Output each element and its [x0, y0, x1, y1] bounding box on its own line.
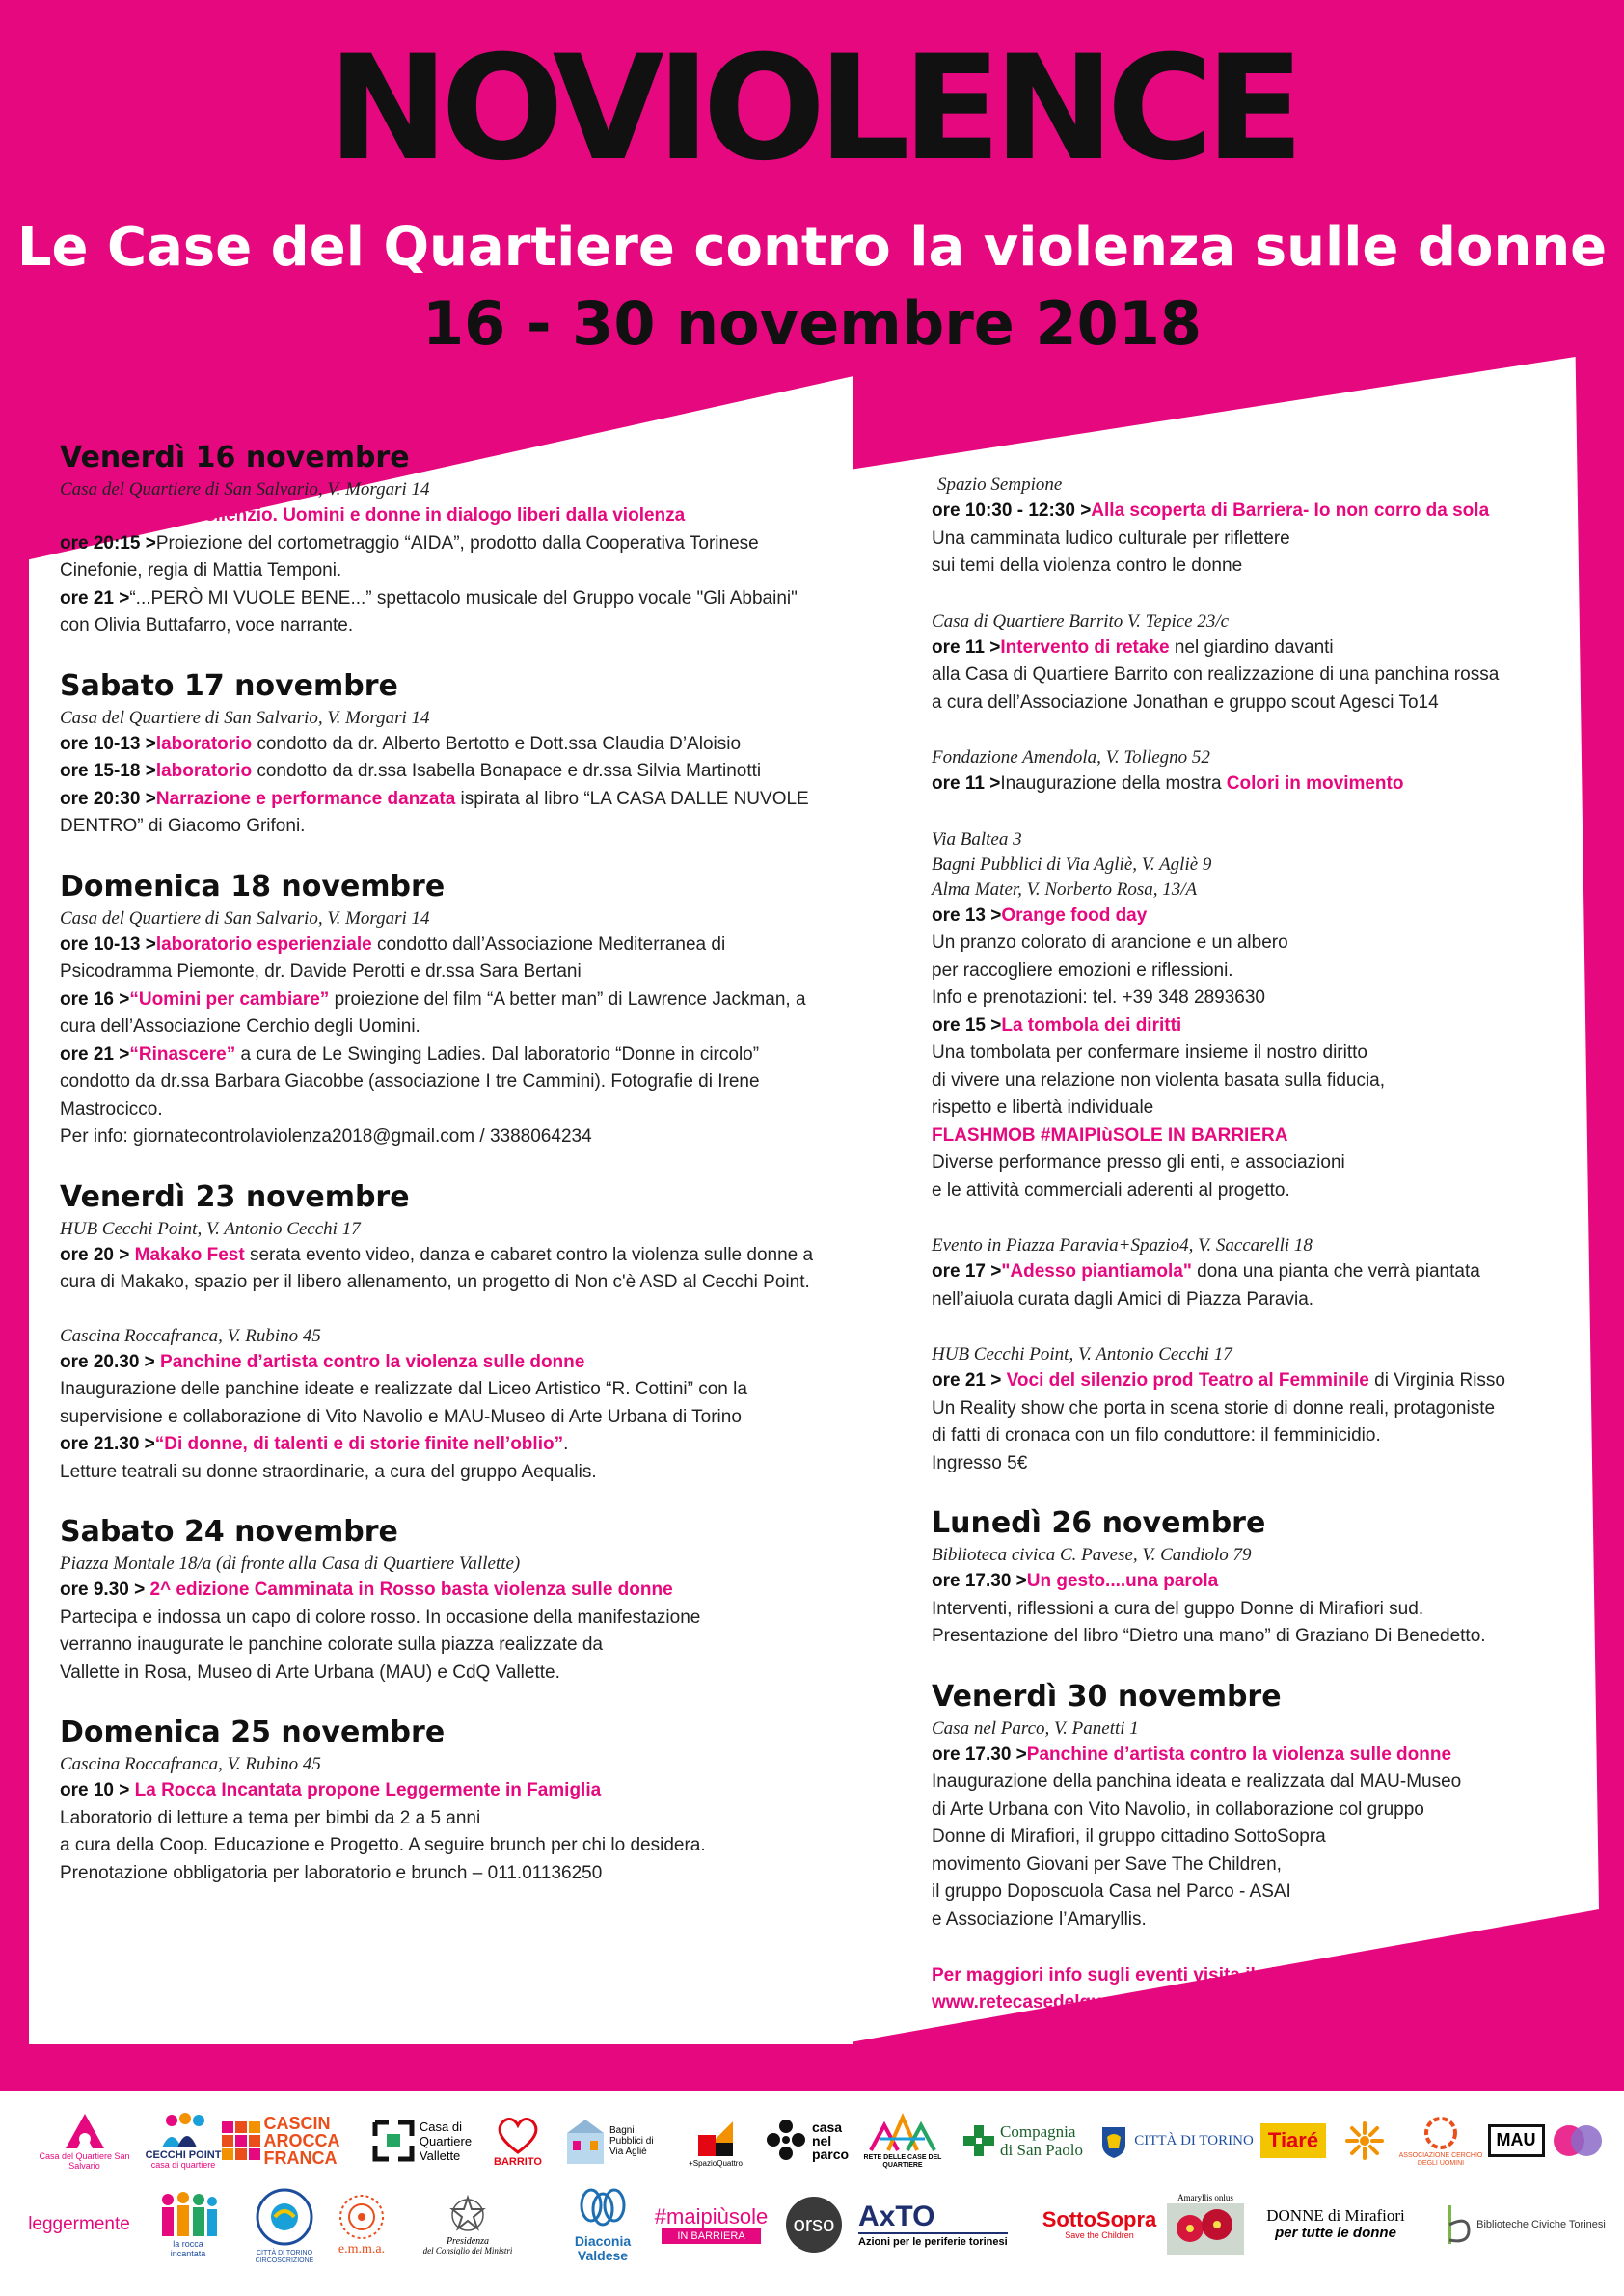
event-time: ore 10-13 >: [60, 933, 156, 955]
venue: Casa del Quartiere di San Salvario, V. Morgari 14: [60, 479, 430, 500]
event-text: nel giardino davanti: [1169, 636, 1334, 658]
venue: Casa di Quartiere Barrito V. Tepice 23/c: [932, 610, 1230, 632]
event: [60, 786, 831, 841]
logo-label: #maipiùsole: [654, 2203, 769, 2228]
event-title: Panchine d’artista contro la violenza sulle donne: [154, 1351, 585, 1372]
logo-citta-torino: [1099, 2102, 1254, 2179]
event-time: ore 16 >: [60, 988, 130, 1010]
event-text: Diverse performance presso gli enti, e associazioni: [932, 1152, 1345, 1173]
event: [932, 1367, 1568, 1395]
logo-label: orso: [786, 2197, 842, 2253]
day-30: [932, 1678, 1568, 1934]
logo-spazio4: [687, 2102, 744, 2179]
emma-spiral-icon: [337, 2192, 387, 2242]
event-time: ore 9.30 >: [60, 1580, 146, 1600]
event-text: Un Reality show che porta in scena storie di donne reali, protagoniste: [932, 1397, 1496, 1418]
more-info-text: Per maggiori info sugli eventi visita il sito: [932, 1965, 1293, 1985]
casa-nel-parco-dots-icon: [762, 2117, 810, 2165]
event-text: Letture teatrali su donne straordinarie, a cura del gruppo Aequalis.: [60, 1461, 597, 1482]
event-text: di fatti di cronaca con un filo conduttore: il femminicidio.: [932, 1425, 1381, 1445]
event-time: ore 10:30 - 12:30 >: [932, 500, 1092, 521]
event-text: il gruppo Doposcuola Casa nel Parco - ASAI: [932, 1881, 1291, 1902]
event-text: di Arte Urbana con Vito Navolio, in collaborazione col gruppo: [932, 1798, 1424, 1820]
event-text: Ingresso 5€: [932, 1452, 1028, 1473]
logo-label: Presidenza: [446, 2235, 490, 2247]
event-text: Info e prenotazioni: tel. +39 348 2893630: [932, 987, 1265, 1008]
event-title: Orange food day: [1001, 905, 1148, 926]
event-time: ore 21 >: [932, 1370, 1002, 1391]
diaconia-figures-icon: [574, 2186, 632, 2234]
event: [60, 1577, 831, 1605]
baltea: [932, 827, 1568, 1205]
paravia: [932, 1233, 1568, 1313]
info-contact[interactable]: Per info: giornatecontrolaviolenza2018@gmail.com / 3388064234: [60, 1126, 592, 1147]
logo-orso: [783, 2181, 845, 2268]
italian-emblem-icon: [448, 2194, 487, 2236]
event-time: ore 20.30 >: [60, 1351, 155, 1372]
event-time: ore 15-18 >: [60, 761, 156, 781]
event-text: e le attività commerciali aderenti al progetto.: [932, 1179, 1290, 1201]
website-link[interactable]: www.retecasedelquartiere.org: [932, 1992, 1193, 2012]
logo-rocca-incantata: [145, 2181, 231, 2268]
event-time: ore 21 >: [60, 1043, 130, 1065]
event-text: ispirata al libro “LA CASA DALLE NUVOLE DENTRO” di Giacomo Grifoni.: [60, 788, 809, 836]
event-title: “Uomini per cambiare”: [129, 988, 330, 1010]
event-time: ore 10 >: [60, 1780, 130, 1800]
logo-label: RETE DELLE CASE DEL QUARTIERE: [863, 2154, 942, 2169]
event-text: Un pranzo colorato di arancione e un albero: [932, 932, 1288, 953]
logo-label: Quartiere: [419, 2133, 473, 2148]
logo-label: Bagni Pubblici di Via Agliè: [609, 2124, 654, 2157]
logo-label: incantata: [170, 2249, 206, 2258]
logo-label: MAU: [1488, 2124, 1545, 2157]
event-text: a cura de Le Swinging Ladies. Dal laboratorio “Donne in circolo” condotto da dr.ssa Barbara Giacobbe (associazione I tre Cammini). Fotografie di Irene Mastrocicco.: [60, 1043, 760, 1120]
event-title: “Di donne, di talenti e di storie finite nell’oblio”: [154, 1434, 564, 1454]
amendola: [932, 745, 1568, 798]
event-title: Alla scoperta di Barriera- Io non corro da sola: [1091, 500, 1490, 521]
biblioteche-mark-icon: [1442, 2201, 1476, 2248]
event-text: Una camminata ludico culturale per riflettere: [932, 527, 1290, 549]
logo-pink-circles: [1549, 2102, 1607, 2179]
event: [60, 1242, 831, 1297]
day-heading: Domenica 25 novembre: [60, 1715, 446, 1749]
logo-rete-case: [863, 2102, 942, 2179]
logo-label: casa di quartiere: [150, 2160, 216, 2171]
logo-label: nel: [811, 2133, 832, 2148]
event-title: laboratorio esperienziale: [155, 933, 372, 955]
event-text: alla Casa di Quartiere Barrito con realizzazione di una panchina rossa: [932, 664, 1500, 685]
event-text: Prenotazione obbligatoria per laboratorio e brunch – 011.01136250: [60, 1862, 603, 1883]
rete-houses-icon: [867, 2112, 938, 2154]
logo-label: IN BARRIERA: [662, 2228, 760, 2244]
event-text: serata evento video, danza e cabaret contro la violenza sulle donne a cura di Makako, spazio per il libero allenamento, un progetto di Non c'è ASD al Cecchi Point.: [60, 1244, 814, 1292]
logo-label: +SpazioQuattro: [689, 2158, 743, 2168]
logo-presidenza: [410, 2181, 526, 2268]
event-text: Presentazione del libro “Dietro una mano” di Graziano Di Benedetto.: [932, 1626, 1486, 1646]
logo-casa-nel-parco: [752, 2102, 858, 2179]
venue: Alma Mater, V. Norberto Rosa, 13/A: [932, 878, 1198, 900]
logo-compagnia-san-paolo: [955, 2102, 1090, 2179]
logo-biblioteche: [1437, 2181, 1610, 2268]
logo-cerchio-uomini: [1398, 2102, 1483, 2179]
day-17: [60, 667, 831, 841]
event: [60, 1041, 831, 1124]
event-title: Colori in movimento: [1226, 773, 1404, 794]
cecchi-point: [932, 1342, 1568, 1477]
logo-label: leggermente: [28, 2213, 130, 2234]
logo-label: casa: [811, 2120, 843, 2135]
logo-vallette: [359, 2102, 484, 2179]
event-time: ore 13 >: [932, 905, 1002, 926]
logo-label: Save the Children: [1065, 2230, 1134, 2241]
logo-emma: [318, 2181, 405, 2268]
poster-dates: 16 - 30 novembre 2018: [422, 288, 1202, 359]
logo-label: CECCHI POINT: [145, 2149, 222, 2161]
logo-label: DONNE di Mirafiori: [1266, 2206, 1405, 2226]
event-text: proiezione del film “A better man” di Lawrence Jackman, a cura dell’Associazione Cerchio degli Uomini.: [60, 988, 806, 1037]
venue: Casa nel Parco, V. Panetti 1: [932, 1717, 1139, 1739]
people-icon: [154, 2111, 212, 2149]
event-punct: .: [563, 1434, 569, 1454]
event-text: nell’aiuola curata dagli Amici di Piazza Paravia.: [932, 1288, 1314, 1310]
venue: Bagni Pubblici di Via Agliè, V. Agliè 9: [932, 853, 1212, 875]
logo-roccafranca: [214, 2102, 347, 2179]
venue: HUB Cecchi Point, V. Antonio Cecchi 17: [932, 1344, 1232, 1364]
event-time: ore 20:15 >: [60, 532, 156, 554]
cerchio-uomini-icon: [1421, 2114, 1460, 2152]
event-time: ore 20 >: [60, 1244, 130, 1265]
day-26: [932, 1504, 1568, 1651]
day-18: [60, 868, 831, 1151]
event-title: Makako Fest: [129, 1244, 245, 1265]
venue: Cascina Roccafranca, V. Rubino 45: [60, 1754, 321, 1774]
event-text: condotto da dr.ssa Isabella Bonapace e dr.ssa Silvia Martinotti: [252, 761, 762, 781]
amaryllis-flowers-icon: [1167, 2203, 1244, 2255]
event-time: ore 21 >: [60, 587, 130, 608]
logo-label: Biblioteche Civiche Torinesi: [1476, 2218, 1606, 2230]
event-text: e Associazione l’Amaryllis.: [932, 1908, 1147, 1930]
logo-sottosopra: [1042, 2181, 1157, 2268]
event: [60, 758, 831, 786]
venue: Biblioteca civica C. Pavese, V. Candiolo 79: [932, 1545, 1252, 1565]
logo-label: Casa del Quartiere San Salvario: [39, 2151, 130, 2171]
event-time: ore 10-13 >: [60, 733, 156, 754]
logo-san-salvario: [39, 2102, 130, 2179]
event-text: di Virginia Risso: [1368, 1370, 1505, 1391]
logo-label: ASSOCIAZIONE CERCHIO DEGLI UOMINI: [1398, 2152, 1483, 2167]
event-text: Interventi, riflessioni a cura del guppo Donne di Mirafiori sud.: [932, 1598, 1424, 1619]
logo-label: CITTÀ DI TORINO: [1134, 2132, 1254, 2148]
event-time: ore 17.30 >: [932, 1571, 1027, 1591]
logo-label: CITTÀ DI TORINO CIRCOSCRIZIONE: [255, 2250, 314, 2264]
right-column: [932, 473, 1568, 2016]
logo-axto: [858, 2181, 1042, 2268]
event: [932, 1258, 1568, 1286]
spazio4-blocks-icon: [692, 2114, 739, 2160]
venue: Cascina Roccafranca, V. Rubino 45: [60, 1325, 321, 1346]
logo-label: AxTO: [858, 2201, 935, 2233]
logo-flower: [1336, 2102, 1394, 2179]
event-text: Proiezione del cortometraggio “AIDA”, prodotto dalla Cooperativa Torinese Cinefonie, regia di Mattia Temponi.: [60, 532, 759, 581]
cross-icon: [961, 2123, 996, 2158]
event-title: 2^ edizione Camminata in Rosso basta violenza sulle donne: [145, 1580, 673, 1600]
day-heading: Venerdì 23 novembre: [60, 1179, 410, 1214]
logo-label: la rocca: [173, 2239, 203, 2250]
logo-label: Tiaré: [1260, 2123, 1326, 2158]
logo-tiare: [1259, 2102, 1328, 2179]
logo-leggermente: [28, 2181, 130, 2268]
event-text: per raccogliere emozioni e riflessioni.: [932, 959, 1233, 981]
flashmob-title: FLASHMOB #MAIPIùSOLE IN BARRIERA: [932, 1124, 1288, 1146]
logo-barrito: [484, 2102, 552, 2179]
elephant-heart-icon: [492, 2114, 544, 2156]
logo-diaconia-valdese: [559, 2181, 646, 2268]
vallette-frame-icon: [371, 2119, 416, 2163]
logo-label: Azioni per le periferie torinesi: [858, 2232, 1008, 2248]
event: [932, 635, 1568, 662]
event-text: Donne di Mirafiori, il gruppo cittadino SottoSopra: [932, 1826, 1326, 1847]
venue: Spazio Sempione: [937, 474, 1063, 495]
event-text: Una tombolata per confermare insieme il nostro diritto: [932, 1042, 1367, 1063]
logo-label: SottoSopra: [1042, 2206, 1157, 2231]
event-text: movimento Giovani per Save The Children,: [932, 1853, 1282, 1875]
day-25: [60, 1714, 831, 1887]
event-title: Intervento di retake: [1000, 636, 1170, 658]
event-title: La tombola dei diritti: [1001, 1014, 1182, 1036]
event: [60, 530, 831, 585]
day-heading: Venerdì 16 novembre: [60, 441, 410, 474]
event-time: ore 11 >: [932, 773, 1001, 794]
event: [60, 932, 831, 986]
venue: Casa del Quartiere di San Salvario, V. Morgari 14: [60, 907, 430, 929]
event-text: a cura della Coop. Educazione e Progetto. A seguire brunch per chi lo desidera.: [60, 1835, 706, 1855]
logo-label: parco: [811, 2147, 850, 2162]
day-heading: Venerdì 30 novembre: [932, 1679, 1282, 1714]
day-16: [60, 439, 831, 640]
logo-label: Casa di: [419, 2119, 462, 2134]
event: [60, 1349, 831, 1377]
logo-label: Valdese: [577, 2248, 629, 2263]
logo-label: BARRITO: [494, 2155, 542, 2168]
day-heading: Domenica 18 novembre: [60, 869, 446, 904]
day-23: [60, 1178, 831, 1487]
venue: HUB Cecchi Point, V. Antonio Cecchi 17: [60, 1218, 361, 1239]
more-info: [932, 1962, 1568, 2016]
event-time: ore 15 >: [932, 1014, 1002, 1036]
logo-label: Vallette: [419, 2147, 461, 2163]
venue: Evento in Piazza Paravia+Spazio4, V. Saccarelli 18: [932, 1235, 1313, 1256]
flower-icon: [1343, 2120, 1386, 2162]
event: [932, 903, 1568, 931]
roccafranca-grid-icon: [222, 2121, 260, 2160]
event-text: Inaugurazione delle panchine ideate e realizzate dal Liceo Artistico “R. Cottini” con la supervisione e collaborazione di Vito Navolio e MAU-Museo di Arte Urbana di Torino: [60, 1379, 747, 1427]
poster-subtitle: Le Case del Quartiere contro la violenza sulle donne: [16, 216, 1608, 279]
event: [932, 1742, 1568, 1769]
event-text: “...PERÒ MI VUOLE BENE...” spettacolo musicale del Gruppo vocale "Gli Abbaini" con Olivia Buttafarro, voce narrante.: [60, 587, 798, 635]
event-time: ore 11 >: [932, 636, 1001, 658]
logo-label: e.m.m.a.: [338, 2242, 386, 2257]
logo-mau: [1487, 2102, 1545, 2179]
event-text: Inaugurazione della panchina ideata e realizzata dal MAU-Museo: [932, 1771, 1462, 1792]
logo-bagni-pubblici: [559, 2102, 665, 2179]
logo-label: di San Paolo: [1000, 2141, 1083, 2159]
bagni-building-icon: [561, 2114, 609, 2168]
event: [932, 1013, 1568, 1040]
event-highlight: Oltre il muro del silenzio. Uomini e donne in dialogo liberi dalla violenza: [60, 505, 686, 526]
torino-crest-icon: [1099, 2121, 1128, 2160]
event-text: di vivere una relazione non violenta basata sulla fiducia,: [932, 1069, 1386, 1091]
event-text: a cura dell’Associazione Jonathan e gruppo scout Agesci To14: [932, 691, 1439, 713]
circoscrizione-seal-icon: [252, 2184, 317, 2250]
event-text: condotto dall’Associazione Mediterranea di Psicodramma Piemonte, dr. Davide Perotti e dr.ssa Sara Bertani: [60, 933, 726, 982]
event-title: laboratorio: [155, 733, 253, 754]
event-text: condotto da dr. Alberto Bertotto e Dott.ssa Claudia D’Aloisio: [252, 733, 742, 754]
venue: Via Baltea 3: [932, 828, 1022, 850]
event-title: Voci del silenzio prod Teatro al Femminile: [1001, 1370, 1369, 1391]
logo-circoscrizione: [241, 2181, 328, 2268]
event-text: Inaugurazione della mostra: [1000, 773, 1227, 794]
event-text: Laboratorio di letture a tema per bimbi da 2 a 5 anni: [60, 1807, 481, 1828]
event: [60, 1431, 831, 1459]
san-salvario-mark-icon: [60, 2110, 110, 2152]
overlapping-circles-icon: [1552, 2121, 1604, 2160]
poster-title: NOVIOLENCE: [327, 25, 1297, 193]
day-heading: Sabato 17 novembre: [60, 668, 398, 703]
event-text: dona una pianta che verrà piantata: [1191, 1261, 1480, 1282]
event-title: La Rocca Incantata propone Leggermente in Famiglia: [129, 1780, 602, 1800]
logo-label: CASCIN: [263, 2114, 331, 2133]
event: [60, 585, 831, 640]
event-text: Vallette in Rosa, Museo di Arte Urbana (MAU) e CdQ Vallette.: [60, 1661, 560, 1683]
venue: Casa del Quartiere di San Salvario, V. Morgari 14: [60, 707, 430, 728]
event-title: Narrazione e performance danzata: [155, 788, 456, 809]
event-time: ore 20:30 >: [60, 788, 156, 809]
logo-amaryllis: [1157, 2181, 1254, 2268]
event-title: Panchine d’artista contro la violenza sulle donne: [1026, 1743, 1452, 1765]
logo-label: FRANCA: [263, 2148, 338, 2168]
event: [60, 731, 831, 759]
venue: Piazza Montale 18/a (di fronte alla Casa di Quartiere Vallette): [60, 1553, 521, 1574]
left-column: [60, 439, 831, 1887]
event-title: “Rinascere”: [129, 1043, 236, 1065]
event: [60, 1777, 831, 1805]
day-24: [60, 1513, 831, 1687]
logo-label: Compagnia: [1000, 2122, 1076, 2141]
spazio-sempione: [932, 473, 1568, 581]
event-title: laboratorio: [155, 761, 253, 781]
event-time: ore 17.30 >: [932, 1743, 1027, 1765]
event: [60, 986, 831, 1041]
logo-donne-mirafiori: [1254, 2181, 1418, 2268]
event-title: "Adesso piantiamola": [1001, 1261, 1192, 1282]
logo-maipiusole: [651, 2181, 771, 2268]
logo-label: Diaconia: [574, 2232, 632, 2249]
event-text: Partecipa e indossa un capo di colore rosso. In occasione della manifestazione: [60, 1607, 701, 1628]
logo-label: AROCCA: [263, 2131, 340, 2150]
logo-label: per tutte le donne: [1275, 2225, 1396, 2242]
event-time: ore 21.30 >: [60, 1434, 155, 1454]
barrito: [932, 609, 1568, 717]
logo-label: Amaryllis onlus: [1177, 2193, 1233, 2203]
event-text: verranno inaugurate le panchine colorate sulla piazza realizzate da: [60, 1634, 603, 1655]
day-heading: Lunedì 26 novembre: [932, 1506, 1266, 1540]
event-time: ore 17 >: [932, 1261, 1002, 1282]
event-title: Un gesto....una parola: [1026, 1571, 1219, 1591]
event-text: sui temi della violenza contro le donne: [932, 555, 1243, 576]
day-heading: Sabato 24 novembre: [60, 1515, 398, 1549]
children-icon: [154, 2190, 222, 2240]
venue: Fondazione Amendola, V. Tollegno 52: [932, 747, 1210, 768]
logo-label: del Consiglio dei Ministri: [422, 2245, 513, 2255]
event: [932, 770, 1568, 798]
event: [932, 1568, 1568, 1596]
event-text: rispetto e libertà individuale: [932, 1097, 1154, 1118]
event: [932, 498, 1568, 526]
